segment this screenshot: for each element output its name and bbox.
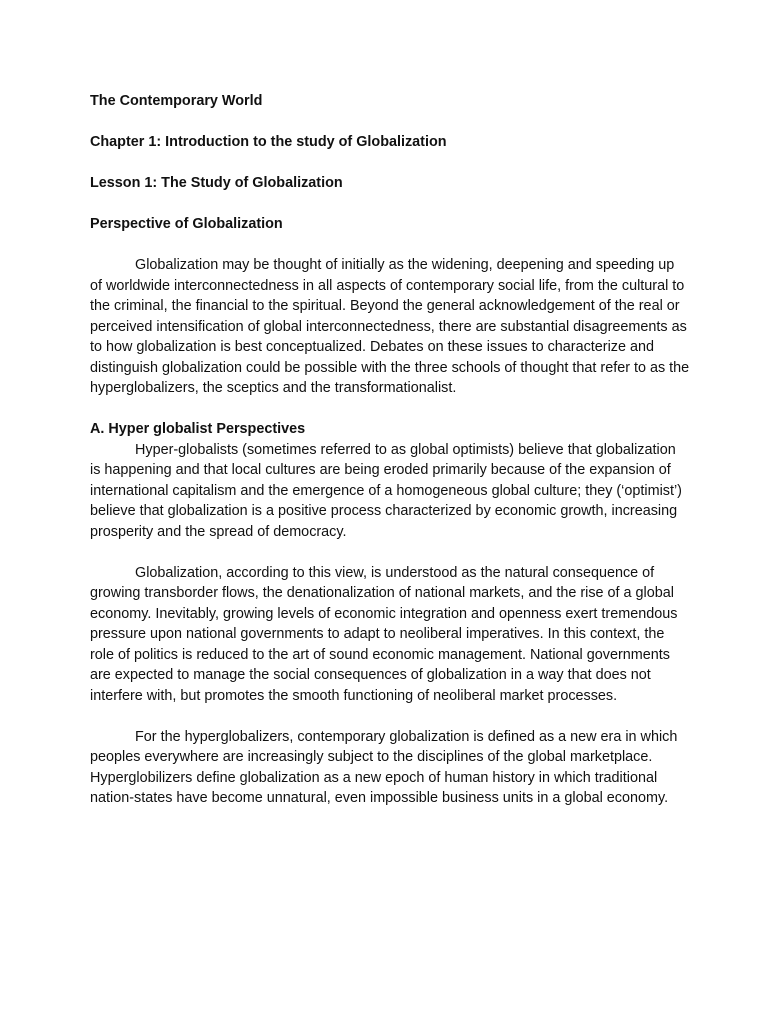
lesson-heading: Lesson 1: The Study of Globalization <box>90 175 343 191</box>
document-title: The Contemporary World <box>90 93 263 109</box>
document-page <box>90 91 690 809</box>
body-paragraph: Hyper-globalists (sometimes referred to as global optimists) believe that globalization is happening and that local cultures are being eroded primarily because of the expansion of international capitalism and the emergence of a homogeneous global culture; they (‘optimist’) believe that globalization is a positive process characterized by economic growth, increasing prosperity and the spread of democracy. <box>90 441 682 540</box>
section-heading: Perspective of Globalization <box>90 216 283 232</box>
body-paragraph: Globalization, according to this view, is understood as the natural consequence of growing transborder flows, the denationalization of national markets, and the rise of a global economy. Inevitably, growing levels of economic integration and openness exert tremendous pressure upon national governments to adapt to neoliberal imperatives. In this context, the role of politics is reduced to the art of sound economic management. National governments are expected to manage the social consequences of globalization in a way that does not interfere with, but promotes the smooth functioning of neoliberal market processes. <box>90 564 678 704</box>
subsection-a-heading: A. Hyper globalist Perspectives <box>90 421 306 437</box>
chapter-heading: Chapter 1: Introduction to the study of Globalization <box>90 134 447 150</box>
intro-paragraph: Globalization may be thought of initially as the widening, deepening and speeding up of worldwide interconnectedness in all aspects of contemporary social life, from the cultural to the criminal, the financial to the spiritual. Beyond the general acknowledgement of the real or perceived intensification of global interconnectedness, there are substantial disagreements as to how globalization is best conceptualized. Debates on these issues to characterize and distinguish globalization could be possible with the three schools of thought that refer to as the hyperglobalizers, the sceptics and the transformationalist. <box>90 257 690 396</box>
body-paragraph: For the hyperglobalizers, contemporary globalization is defined as a new era in which peoples everywhere are increasingly subject to the disciplines of the global marketplace. Hyperglobilizers define globalization as a new epoch of human history in which traditional nation-states have become unnatural, even impossible business units in a global economy. <box>90 728 678 806</box>
